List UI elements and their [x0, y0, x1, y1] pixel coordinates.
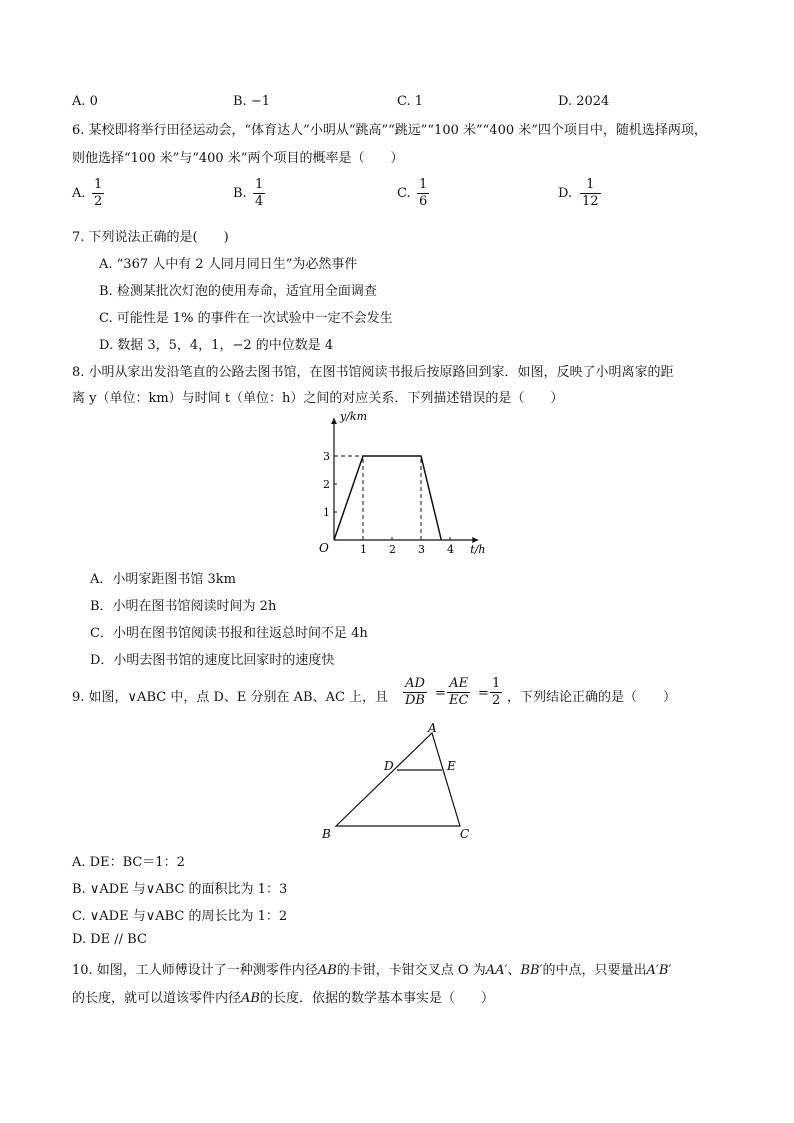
q9-option-d: D. DE // BC: [72, 932, 147, 947]
fraction-denominator: 4: [255, 194, 264, 209]
fraction-numerator: 1: [492, 676, 501, 691]
q8-option-b: B．小明在图书馆阅读时间为 2h: [90, 599, 277, 614]
q6-option-a-label: A.: [72, 186, 86, 201]
fraction-denominator: 2: [94, 194, 103, 209]
q6-option-c-fraction: [417, 177, 429, 210]
q6-option-d-fraction: [580, 177, 601, 210]
q8-stem-line2: 离 y（单位：km）与时间 t（单位：h）之间的对应关系．下列描述错误的是（ ）: [72, 391, 564, 406]
q6-option-c-label: C.: [397, 186, 411, 201]
fraction-numerator: AE: [447, 676, 470, 693]
q7-stem: 7. 下列说法正确的是( ): [72, 230, 229, 245]
x-tick-label: 2: [389, 543, 396, 556]
q7-option-b: B. 检测某批次灯泡的使用寿命，适宜用全面调查: [99, 284, 377, 299]
q10-stem-line2: [72, 987, 494, 1006]
distance-time-graph: [310, 410, 500, 560]
q6-option-b-fraction: [253, 177, 265, 210]
q10-math-ab: AB: [241, 991, 260, 1006]
y-tick-label: 1: [323, 506, 330, 519]
q8-option-a: A．小明家距图书馆 3km: [90, 572, 236, 587]
q9-option-b: B. ∨ADE 与∨ABC 的面积比为 1：3: [72, 882, 288, 897]
q5-option-b: B. −1: [233, 94, 270, 109]
label-b: B: [322, 827, 331, 841]
fraction-numerator: 1: [419, 177, 428, 192]
q10-text: 的长度．依据的数学基本事实是（ ）: [259, 991, 494, 1006]
q7-option-c: C. 可能性是 1% 的事件在一次试验中一定不会发生: [99, 311, 393, 326]
triangle-abc: [336, 733, 460, 826]
fraction-denominator: 6: [419, 194, 428, 209]
q7-option-a: A. “367 人中有 2 人同月同日生”为必然事件: [99, 257, 358, 272]
q6-option-d-label: D.: [558, 186, 573, 201]
q9-fraction-ad-db: [403, 676, 427, 709]
triangle-figure: [318, 722, 478, 846]
fraction-denominator: EC: [449, 693, 469, 708]
q10-text: 的卡钳，卡钳交叉点 O 为: [336, 963, 486, 978]
y-tick-label: 3: [323, 450, 330, 463]
label-e: E: [447, 759, 456, 773]
q10-math-bb: BB′: [520, 963, 543, 978]
x-axis-label: t/h: [470, 543, 486, 556]
q9-equals-2: =: [478, 686, 489, 701]
fraction-denominator: 12: [582, 194, 599, 209]
fraction-numerator: 1: [580, 177, 601, 194]
q10-math-apbp: A′B′: [646, 963, 672, 978]
q5-option-a: A. 0: [72, 94, 98, 109]
q8-stem-line1: 8. 小明从家出发沿笔直的公路去图书馆，在图书馆阅读书报后按原路回到家．如图，反映了小明离家的距: [72, 365, 674, 380]
q5-option-d: D. 2024: [558, 94, 610, 109]
y-tick-label: 2: [323, 478, 330, 491]
q10-math-ab: AB: [317, 963, 337, 978]
fraction-numerator: AD: [403, 676, 427, 693]
q7-option-d: D. 数据 3，5，4，1，−2 的中位数是 4: [99, 338, 334, 353]
q6-option-a-fraction: [92, 177, 104, 210]
label-a: A: [428, 722, 437, 735]
fraction-numerator: 1: [94, 177, 103, 192]
q10-text: 的长度，就可以道该零件内径: [72, 991, 242, 1006]
fraction-denominator: DB: [405, 693, 425, 708]
q10-text: 的中点，只要量出: [542, 963, 647, 978]
q9-option-a: A. DE：BC＝1：2: [72, 855, 185, 870]
q10-sep: 、: [507, 963, 521, 978]
q6-option-b-label: B.: [233, 186, 247, 201]
q8-option-c: C．小明在图书馆阅读书报和往返总时间不足 4h: [90, 626, 368, 641]
x-tick-label: 4: [447, 543, 454, 556]
label-c: C: [460, 827, 470, 841]
label-d: D: [384, 759, 394, 773]
q10-math-aa: AA′: [485, 963, 508, 978]
y-axis-label: y/km: [340, 410, 368, 423]
q9-equals-1: =: [435, 686, 446, 701]
y-axis-arrow: [331, 418, 337, 424]
q9-stem-suffix: ，下列结论正确的是（ ）: [507, 690, 677, 705]
q9-fraction-one-half: [490, 676, 502, 709]
x-tick-label: 1: [360, 543, 367, 556]
q10-stem-line1: [72, 959, 671, 978]
q8-option-d: D．小明去图书馆的速度比回家时的速度快: [90, 653, 335, 668]
x-tick-label: 3: [418, 543, 425, 556]
q5-option-c: C. 1: [397, 94, 424, 109]
q6-stem-line2: 则他选择“100 米”与“400 米”两个项目的概率是（ ）: [72, 151, 404, 166]
fraction-denominator: 2: [492, 693, 501, 708]
q10-text: 10. 如图，工人师傅设计了一种测零件内径: [72, 963, 318, 978]
origin-label: O: [319, 541, 329, 555]
q9-option-c: C. ∨ADE 与∨ABC 的周长比为 1：2: [72, 909, 288, 924]
q6-stem-line1: 6. 某校即将举行田径运动会，“体育达人”小明从“跳高”“跳远”“100 米”“400 米”四个项目中，随机选择两项，: [72, 123, 707, 138]
q9-stem-prefix: 9. 如图，∨ABC 中，点 D、E 分别在 AB、AC 上，且: [72, 690, 389, 705]
q9-fraction-ae-ec: [447, 676, 470, 709]
fraction-numerator: 1: [255, 177, 264, 192]
series-line-distance: [334, 456, 441, 540]
